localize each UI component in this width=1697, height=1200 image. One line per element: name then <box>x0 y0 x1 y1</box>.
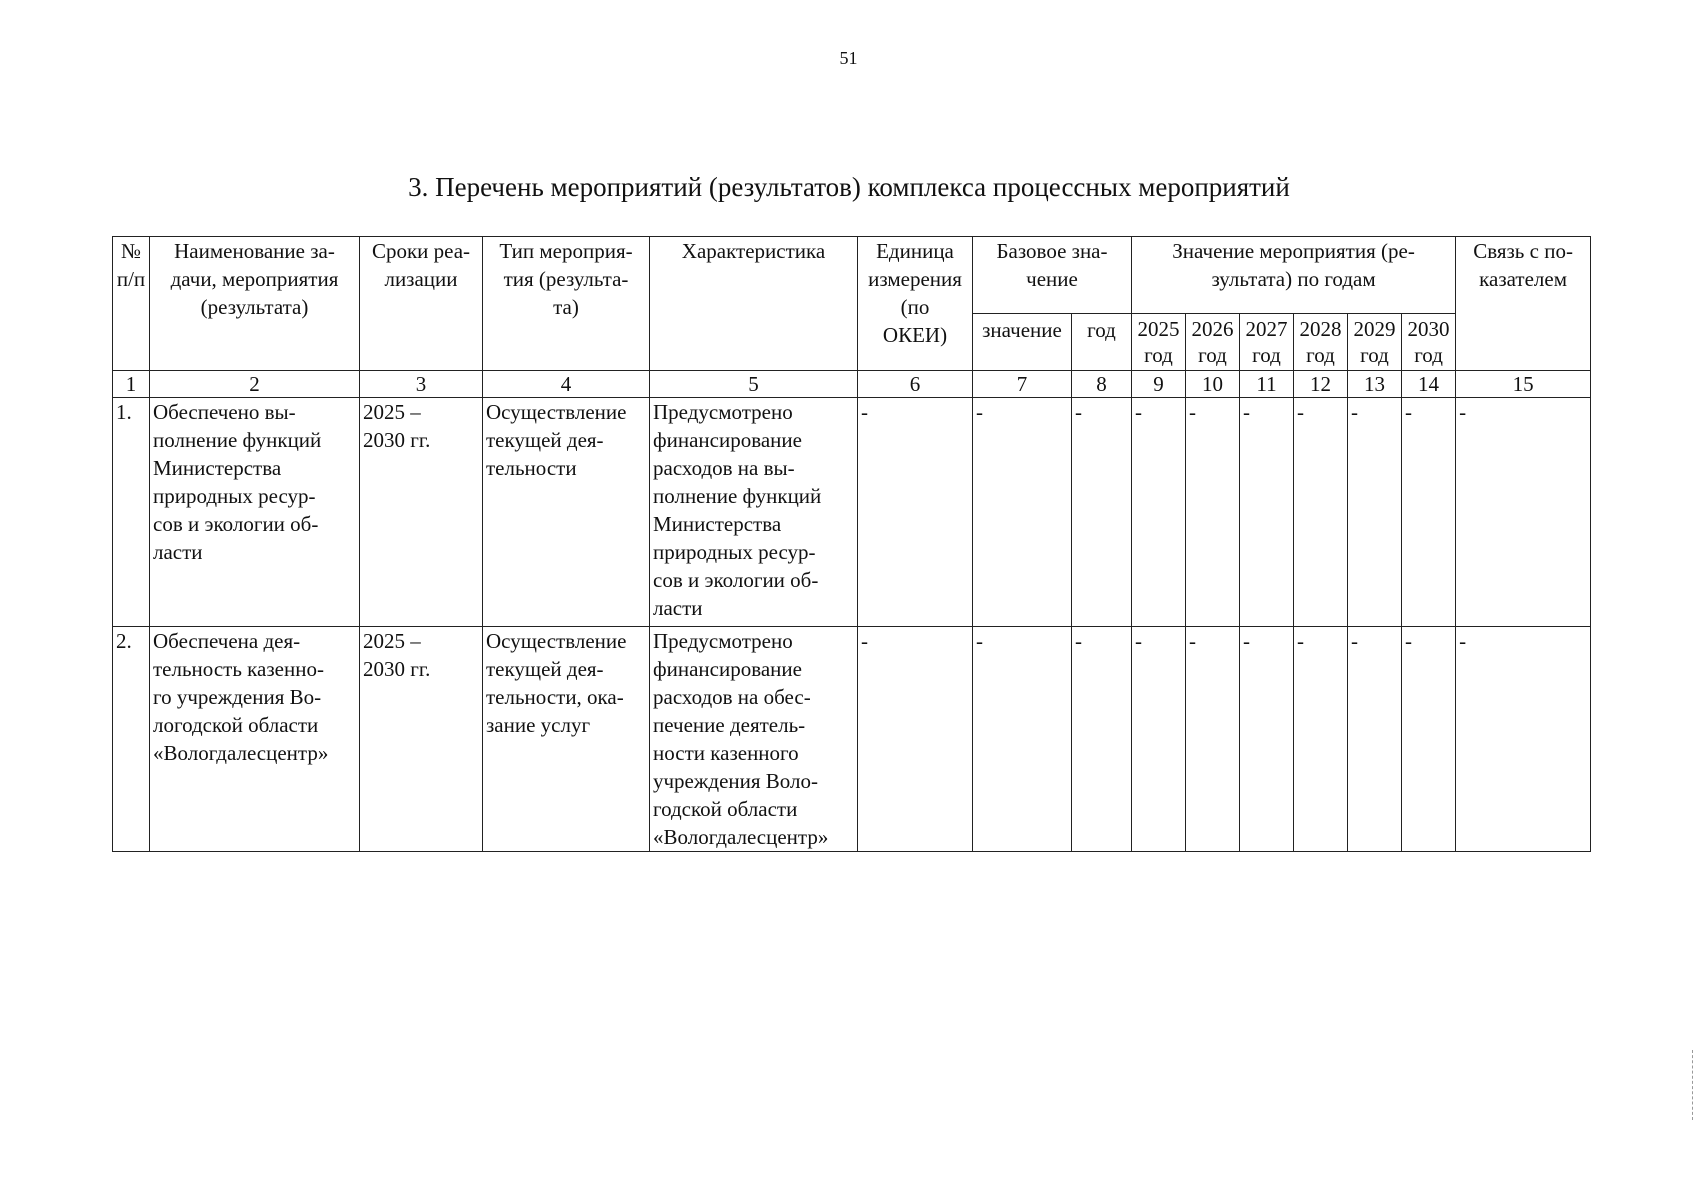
row-link: - <box>1456 398 1591 627</box>
row-number: 2. <box>113 627 150 852</box>
row-base-year: - <box>1072 398 1132 627</box>
row-period: 2025 – 2030 гг. <box>360 627 483 852</box>
row-name: Обеспечено вы- полнение функций Министерства природных ресур- сов и экологии об- ласти <box>150 398 360 627</box>
row-base-value: - <box>973 398 1072 627</box>
header-unit: Единица измерения (по ОКЕИ) <box>858 237 973 371</box>
header-period: Сроки реа- лизации <box>360 237 483 371</box>
row-value-2030: - <box>1402 398 1456 627</box>
header-year-2028: 2028 год <box>1294 314 1348 371</box>
activities-table <box>112 236 1591 852</box>
header-year-2030: 2030 год <box>1402 314 1456 371</box>
row-value-2029: - <box>1348 398 1402 627</box>
header-base-value: значение <box>973 314 1072 371</box>
page-number: 51 <box>839 48 858 68</box>
row-unit: - <box>858 627 973 852</box>
header-no: № п/п <box>113 237 150 371</box>
column-number: 4 <box>483 371 650 398</box>
row-value-2026: - <box>1186 398 1240 627</box>
header-year-2027: 2027 год <box>1240 314 1294 371</box>
header-type: Тип мероприя- тия (результа- та) <box>483 237 650 371</box>
column-number: 11 <box>1240 371 1294 398</box>
row-value-2028: - <box>1294 627 1348 852</box>
row-name: Обеспечена дея- тельность казенно- го учреждения Во- логодской области «Вологдалесцентр» <box>150 627 360 852</box>
table-row <box>113 398 1591 627</box>
row-unit: - <box>858 398 973 627</box>
column-number: 15 <box>1456 371 1591 398</box>
row-type: Осуществление текущей дея- тельности <box>483 398 650 627</box>
column-number: 3 <box>360 371 483 398</box>
header-year-2029: 2029 год <box>1348 314 1402 371</box>
column-number: 8 <box>1072 371 1132 398</box>
column-number: 9 <box>1132 371 1186 398</box>
row-base-value: - <box>973 627 1072 852</box>
column-number: 14 <box>1402 371 1456 398</box>
row-value-2025: - <box>1132 398 1186 627</box>
header-characteristic: Характеристика <box>650 237 858 371</box>
row-type: Осуществление текущей дея- тельности, ока- зание услуг <box>483 627 650 852</box>
column-number: 6 <box>858 371 973 398</box>
row-value-2025: - <box>1132 627 1186 852</box>
column-number: 2 <box>150 371 360 398</box>
document-title: 3. Перечень мероприятий (результатов) комплекса процессных мероприятий <box>408 172 1290 202</box>
row-value-2027: - <box>1240 627 1294 852</box>
header-year-2025: 2025 год <box>1132 314 1186 371</box>
column-number: 7 <box>973 371 1072 398</box>
row-value-2029: - <box>1348 627 1402 852</box>
row-characteristic: Предусмотрено финансирование расходов на обес- печение деятель- ности казенного учреждения Воло- годской области «Вологдалесцентр» <box>650 627 858 852</box>
row-link: - <box>1456 627 1591 852</box>
header-row-top <box>113 237 1591 314</box>
column-numbers-row <box>113 371 1591 398</box>
header-year-2026: 2026 год <box>1186 314 1240 371</box>
header-link: Связь с по- казателем <box>1456 237 1591 371</box>
row-characteristic: Предусмотрено финансирование расходов на вы- полнение функций Министерства природных ресур- сов и экологии об- ласти <box>650 398 858 627</box>
column-number: 13 <box>1348 371 1402 398</box>
row-value-2027: - <box>1240 398 1294 627</box>
row-number: 1. <box>113 398 150 627</box>
row-base-year: - <box>1072 627 1132 852</box>
row-value-2026: - <box>1186 627 1240 852</box>
header-name: Наименование за- дачи, мероприятия (результата) <box>150 237 360 371</box>
column-number: 10 <box>1186 371 1240 398</box>
header-base-year: год <box>1072 314 1132 371</box>
row-value-2030: - <box>1402 627 1456 852</box>
column-number: 5 <box>650 371 858 398</box>
row-value-2028: - <box>1294 398 1348 627</box>
column-number: 12 <box>1294 371 1348 398</box>
row-period: 2025 – 2030 гг. <box>360 398 483 627</box>
table-row <box>113 627 1591 852</box>
scan-edge-marks <box>1692 1050 1695 1120</box>
column-number: 1 <box>113 371 150 398</box>
header-base: Базовое зна- чение <box>973 237 1132 314</box>
header-values: Значение мероприятия (ре- зультата) по годам <box>1132 237 1456 314</box>
